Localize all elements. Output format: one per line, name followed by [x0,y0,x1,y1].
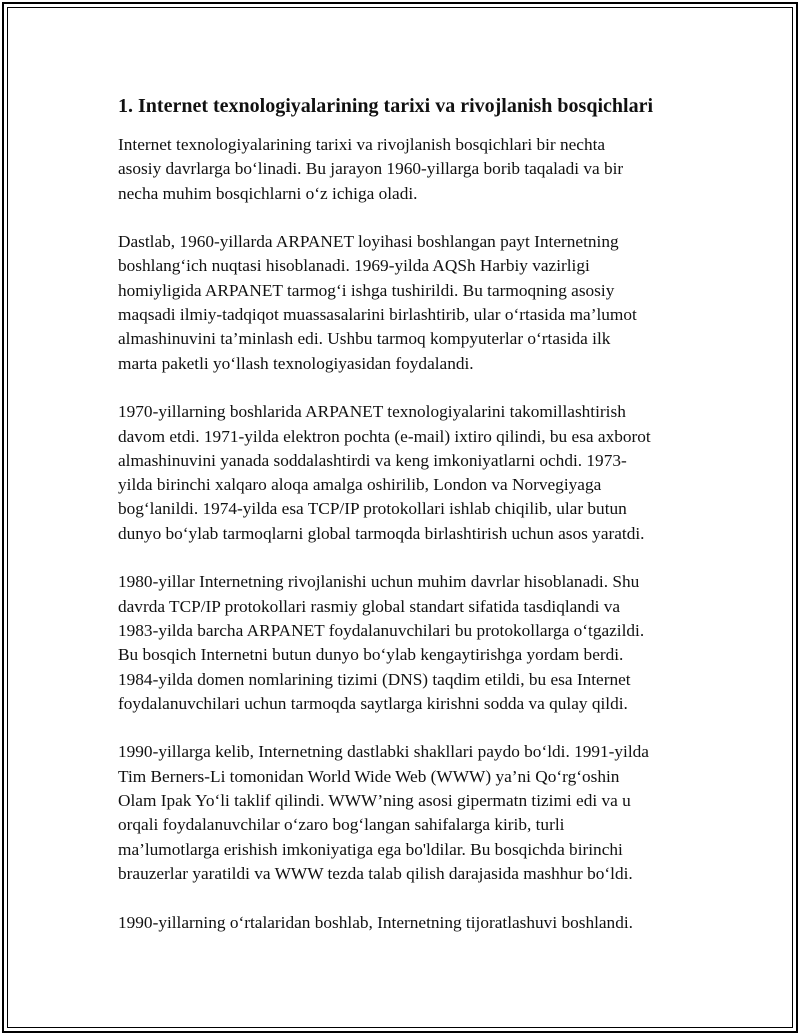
text-line: boshlang‘ich nuqtasi hisoblanadi. 1969-yilda AQSh Harbiy vazirligi [118,256,590,276]
text-line: homiyligida ARPANET tarmog‘i ishga tushirildi. Bu tarmoqning asosiy [118,280,615,300]
paragraph [118,133,688,206]
paragraphs-container [118,133,688,935]
paragraph [118,740,688,886]
paragraph [118,400,688,546]
text-line: davrda TCP/IP protokollari rasmiy global standart sifatida tasdiqlandi va [118,596,621,616]
text-line: almashinuvini yanada soddalashtirdi va keng imkoniyatlarni ochdi. 1973- [118,450,627,470]
text-line: brauzerlar yaratildi va WWW tezda talab qilish darajasida mashhur bo‘ldi. [118,863,633,883]
text-line: dunyo bo‘ylab tarmoqlarni global tarmoqda birlashtirish uchun asos yaratdi. [118,523,645,543]
document-body [118,92,688,935]
paragraph [118,570,688,716]
text-line: necha muhim bosqichlarni o‘z ichiga oladi. [118,183,418,203]
text-line: Internet texnologiyalarining tarixi va rivojlanish bosqichlari bir nechta [118,135,606,154]
text-line: davom etdi. 1971-yilda elektron pochta (e-mail) ixtiro qilindi, bu esa axborot [118,426,651,446]
text-line: foydalanuvchilari uchun tarmoqda saytlarga kirishni sodda va qulay qildi. [118,693,628,713]
text-line: yilda birinchi xalqaro aloqa amalga oshirilib, London va Norvegiyaga [118,475,602,495]
text-line: 1970-yillarning boshlarida ARPANET texnologiyalarini takomillashtirish [118,402,626,422]
text-line: bog‘lanildi. 1974-yilda esa TCP/IP protokollari ishlab chiqilib, ular butun [118,499,627,519]
text-line: marta paketli yo‘llash texnologiyasidan foydalandi. [118,353,474,373]
text-line: Olam Ipak Yo‘li taklif qilindi. WWW’ning asosi gipermatn tizimi edi va u [118,791,631,811]
text-line: 1990-yillarga kelib, Internetning dastlabki shakllari paydo bo‘ldi. 1991-yilda [118,742,649,762]
text-line: asosiy davrlarga bo‘linadi. Bu jarayon 1960-yillarga borib taqaladi va bir [118,159,624,179]
text-line: almashinuvini ta’minlash edi. Ushbu tarmoq kompyuterlar o‘rtasida ilk [118,329,611,349]
text-line: 1983-yilda barcha ARPANET foydalanuvchilari bu protokollarga o‘tgazildi. [118,620,645,640]
text-line: Tim Berners-Li tomonidan World Wide Web (WWW) ya’ni Qo‘rg‘oshin [118,766,620,786]
text-line: 1980-yillar Internetning rivojlanishi uchun muhim davrlar hisoblanadi. Shu [118,572,640,592]
section-heading: 1. Internet texnologiyalarining tarixi va rivojlanish bosqichlari [118,95,654,117]
text-line: 1984-yilda domen nomlarining tizimi (DNS) taqdim etildi, bu esa Internet [118,669,631,689]
text-line: Dastlab, 1960-yillarda ARPANET loyihasi boshlangan payt Internetning [118,232,619,252]
text-line: 1990-yillarning o‘rtalaridan boshlab, Internetning tijoratlashuvi boshlandi. [118,912,633,932]
text-line: orqali foydalanuvchilar o‘zaro bog‘langan sahifalarga kirib, turli [118,815,565,835]
text-line: Bu bosqich Internetni butun dunyo bo‘ylab kengaytirishga yordam berdi. [118,645,624,665]
text-line: ma’lumotlarga erishish imkoniyatiga ega bo'ldilar. Bu bosqichda birinchi [118,839,623,859]
text-line: maqsadi ilmiy-tadqiqot muassasalarini birlashtirib, ular o‘rtasida ma’lumot [118,305,637,325]
paragraph [118,911,688,935]
paragraph [118,230,688,376]
